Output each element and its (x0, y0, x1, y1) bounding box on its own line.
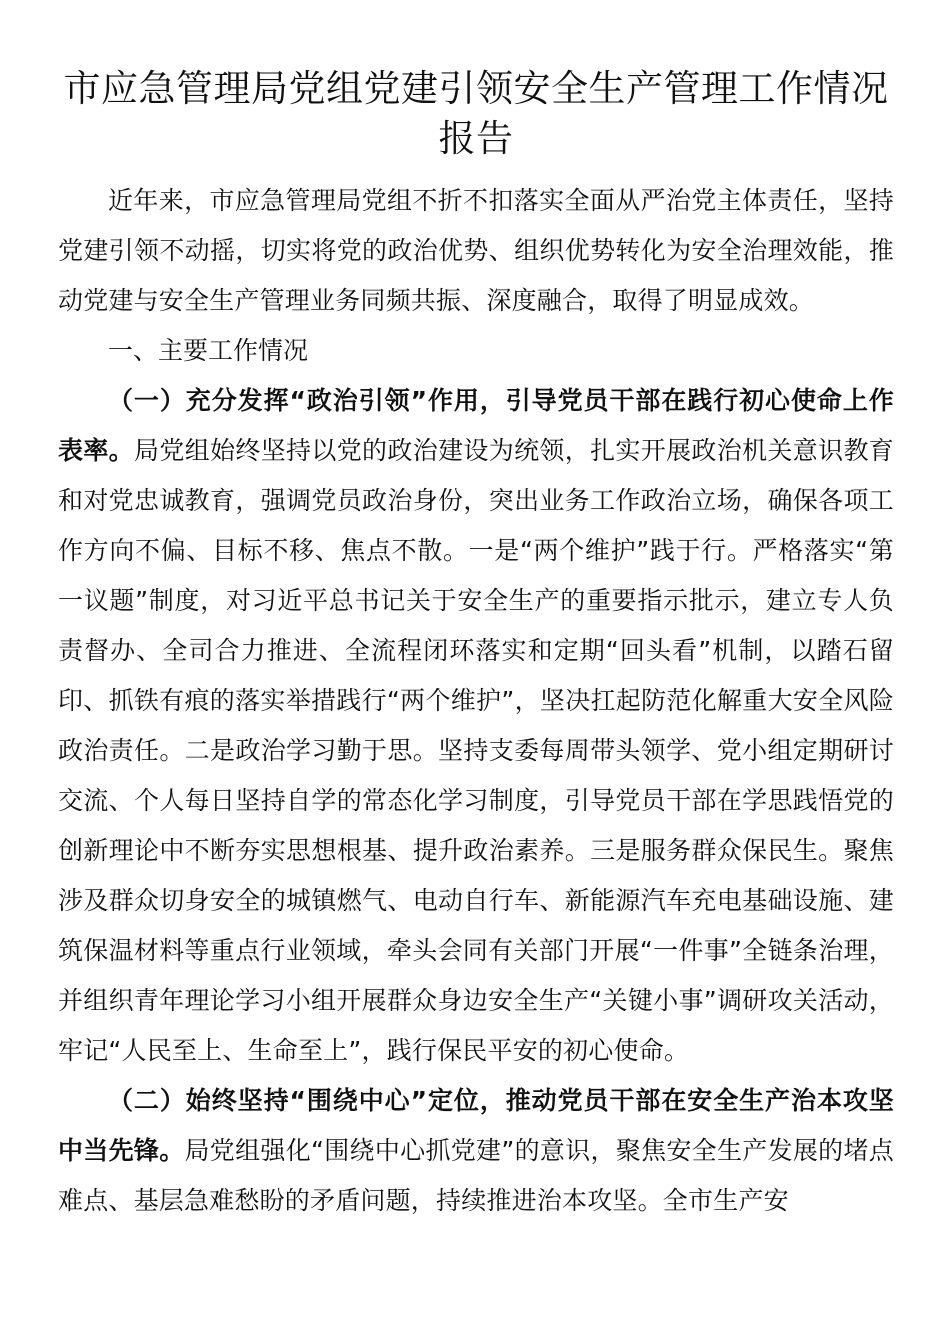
subsection-2-heading: （二）始终坚持“围绕中心”定位，推动党员干部在安全生产治本攻坚中当先锋。 (58, 1086, 894, 1165)
intro-paragraph: 近年来，市应急管理局党组不折不扣落实全面从严治党主体责任，坚持党建引领不动摇，切实将党的政治优势、组织优势转化为安全治理效能，推动党建与安全生产管理业务同频共振、深度融合，取得了明显成效。 (58, 186, 894, 315)
section-heading: 一、主要工作情况 (108, 336, 309, 365)
subsection-2-paragraph (58, 1076, 894, 1226)
document-title: 市应急管理局党组党建引领安全生产管理工作情况报告 (63, 67, 889, 160)
subsection-1-heading: （一）充分发挥“政治引领”作用，引导党员干部在践行初心使命上作表率。 (58, 386, 894, 465)
subsection-1-paragraph (58, 376, 894, 1076)
subsection-2-body: 局党组强化“围绕中心抓党建”的意识，聚焦安全生产发展的堵点难点、基层急难愁盼的矛盾问题，持续推进治本攻坚。全市生产安 (58, 1136, 894, 1215)
subsection-1-body: 局党组始终坚持以党的政治建设为统领，扎实开展政治机关意识教育和对党忠诚教育，强调党员政治身份，突出业务工作政治立场，确保各项工作方向不偏、目标不移、焦点不散。一是“两个维护”践于行。严格落实“第一议题”制度，对习近平总书记关于安全生产的重要指示批示，建立专人负责督办、全司合力推进、全流程闭环落实和定期“回头看”机制，以踏石留印、抓铁有痕的落实举措践行“两个维护”，坚决扛起防范化解重大安全风险政治责任。二是政治学习勤于思。坚持支委每周带头领学、党小组定期研讨交流、个人每日坚持自学的常态化学习制度，引导党员干部在学思践悟党的创新理论中不断夯实思想根基、提升政治素养。三是服务群众保民生。聚焦涉及群众切身安全的城镇燃气、电动自行车、新能源汽车充电基础设施、建筑保温材料等重点行业领域，牵头会同有关部门开展“一件事”全链条治理，并组织青年理论学习小组开展群众身边安全生产“关键小事”调研攻关活动，牢记“人民至上、生命至上”，践行保民平安的初心使命。 (58, 436, 894, 1065)
